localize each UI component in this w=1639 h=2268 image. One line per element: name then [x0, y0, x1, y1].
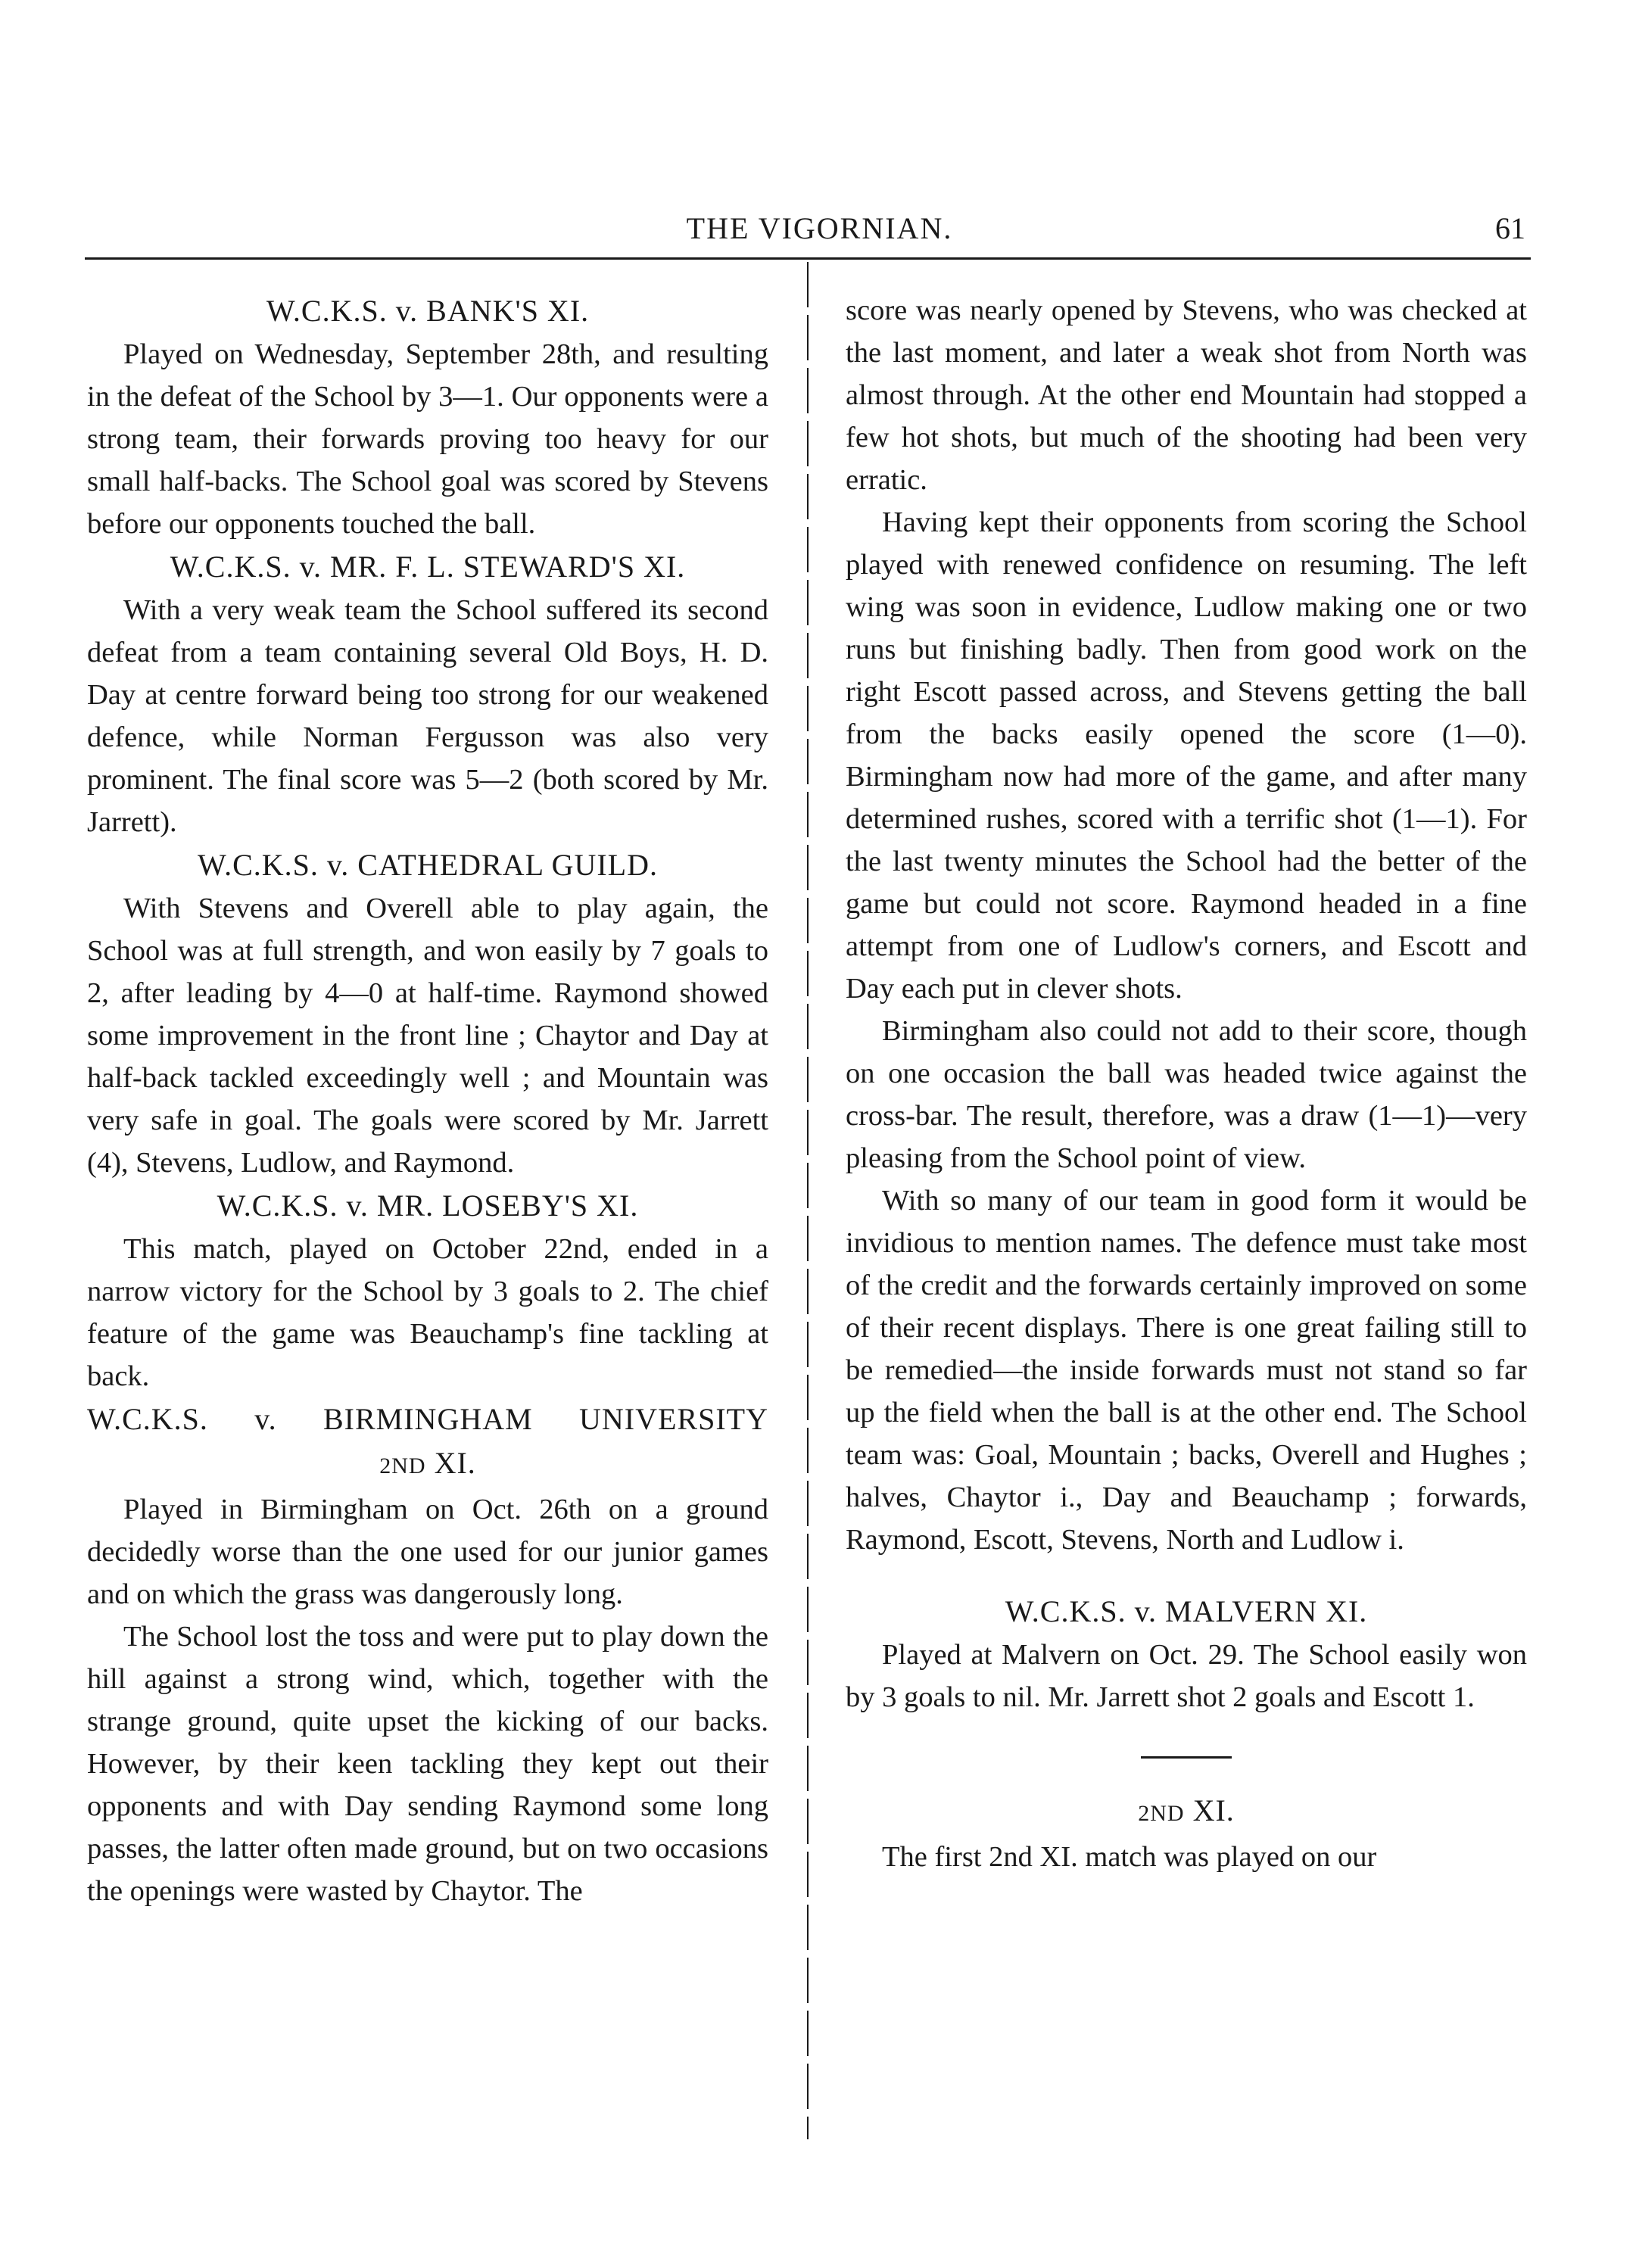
header-rule	[85, 257, 1531, 260]
section-heading-2nd-xi	[846, 1789, 1527, 1836]
heading-xi-text: XI.	[425, 1446, 476, 1480]
paragraph-birmingham-2: The School lost the toss and were put to play down the hill against a strong wind, which, together with the strange ground, quite upset the kicking of our backs. However, by their keen tackling they kept out their opponents and with Day sending Raymond some long passes, the latter often made ground, but on two occasions the openings were wasted by Chaytor. The	[87, 1621, 768, 1907]
running-header-title: THE VIGORNIAN.	[686, 211, 953, 245]
right-column	[846, 289, 1527, 1878]
section-heading-malvern-xi: W.C.K.S. v. MALVERN XI.	[1005, 1594, 1368, 1628]
section-heading-birmingham-line2	[87, 1441, 768, 1488]
section-heading-cathedral-guild: W.C.K.S. v. CATHEDRAL GUILD.	[198, 848, 658, 882]
paragraph-malvern-xi: Played at Malvern on Oct. 29. The School easily won by 3 goals to nil. Mr. Jarrett shot 2 goals and Escott 1.	[846, 1639, 1527, 1713]
paragraph-birmingham-continued: score was nearly opened by Stevens, who was checked at the last moment, and later a weak shot from North was almost through. At the other end Mountain had stopped a few hot shots, but much of the shooting had been very erratic.	[846, 294, 1527, 496]
paragraph-2nd-xi: The first 2nd XI. match was played on our	[882, 1841, 1377, 1873]
section-heading-losebys-xi: W.C.K.S. v. MR. LOSEBY'S XI.	[217, 1189, 639, 1223]
section-divider-rule	[1141, 1756, 1232, 1759]
paragraph-birmingham-5: With so many of our team in good form it would be invidious to mention names. The defence must take most of the credit and the forwards certainly improved on some of their recent displays. There is one great failing still to be remedied—the inside forwards must not stand so far up the field when the ball is at the other end. The School team was: Goal, Mountain ; backs, Overell and Hughes ; halves, Chaytor i., Day and Beauchamp ; forwards, Raymond, Escott, Stevens, North and Ludlow i.	[846, 1185, 1527, 1556]
column-divider	[807, 262, 809, 2139]
paragraph-birmingham-3: Having kept their opponents from scoring the School played with renewed confidence on resuming. The left wing was soon in evidence, Ludlow making one or two runs but finishing badly. Then from good work on the right Escott passed across, and Stevens getting the ball from the backs easily opened the score (1—0). Birmingham now had more of the game, and after many determined rushes, scored with a terrific shot (1—1). For the last twenty minutes the School had the better of the game but could not score. Raymond headed in a fine attempt from one of Ludlow's corners, and Escott and Day each put in clever shots.	[846, 506, 1527, 1005]
paragraph-losebys-xi: This match, played on October 22nd, ended in a narrow victory for the School by 3 goals to 2. The chief feature of the game was Beauchamp's fine tackling at back.	[87, 1233, 768, 1392]
spacer	[846, 1561, 1527, 1590]
section-heading-birmingham-line1: W.C.K.S. v. BIRMINGHAM UNIVERSITY	[87, 1402, 768, 1436]
paragraph-banks-xi: Played on Wednesday, September 28th, and resulting in the defeat of the School by 3—1. Our opponents were a strong team, their forwards proving too heavy for our small half-backs. The School goal was scored by Stevens before our opponents touched the ball.	[87, 338, 768, 540]
section-heading-banks-xi: W.C.K.S. v. BANK'S XI.	[266, 294, 590, 328]
paragraph-birmingham-1: Played in Birmingham on Oct. 26th on a ground decidedly worse than the one used for our junior games and on which the grass was dangerously long.	[87, 1494, 768, 1610]
paragraph-cathedral-guild: With Stevens and Overell able to play again, the School was at full strength, and won easily by 7 goals to 2, after leading by 4—0 at half-time. Raymond showed some improvement in the front line ; Chaytor and Day at half-back tackled exceedingly well ; and Mountain was very safe in goal. The goals were scored by Mr. Jarrett (4), Stevens, Ludlow, and Raymond.	[87, 893, 768, 1179]
paragraph-stewards-xi: With a very weak team the School suffered its second defeat from a team containing several Old Boys, H. D. Day at centre forward being too strong for our weakened defence, while Norman Fergusson was also very prominent. The final score was 5—2 (both scored by Mr. Jarrett).	[87, 594, 768, 838]
heading-xi-text: XI.	[1184, 1793, 1235, 1827]
section-heading-stewards-xi: W.C.K.S. v. MR. F. L. STEWARD'S XI.	[170, 550, 686, 584]
paragraph-birmingham-4: Birmingham also could not add to their score, though on one occasion the ball was headed twice against the cross-bar. The result, therefore, was a draw (1—1)—very pleasing from the School point of view.	[846, 1015, 1527, 1174]
left-column	[87, 289, 768, 1912]
small-caps-2nd: 2ND	[379, 1453, 426, 1478]
page-number: 61	[1495, 211, 1525, 245]
small-caps-2nd: 2ND	[1138, 1801, 1185, 1826]
